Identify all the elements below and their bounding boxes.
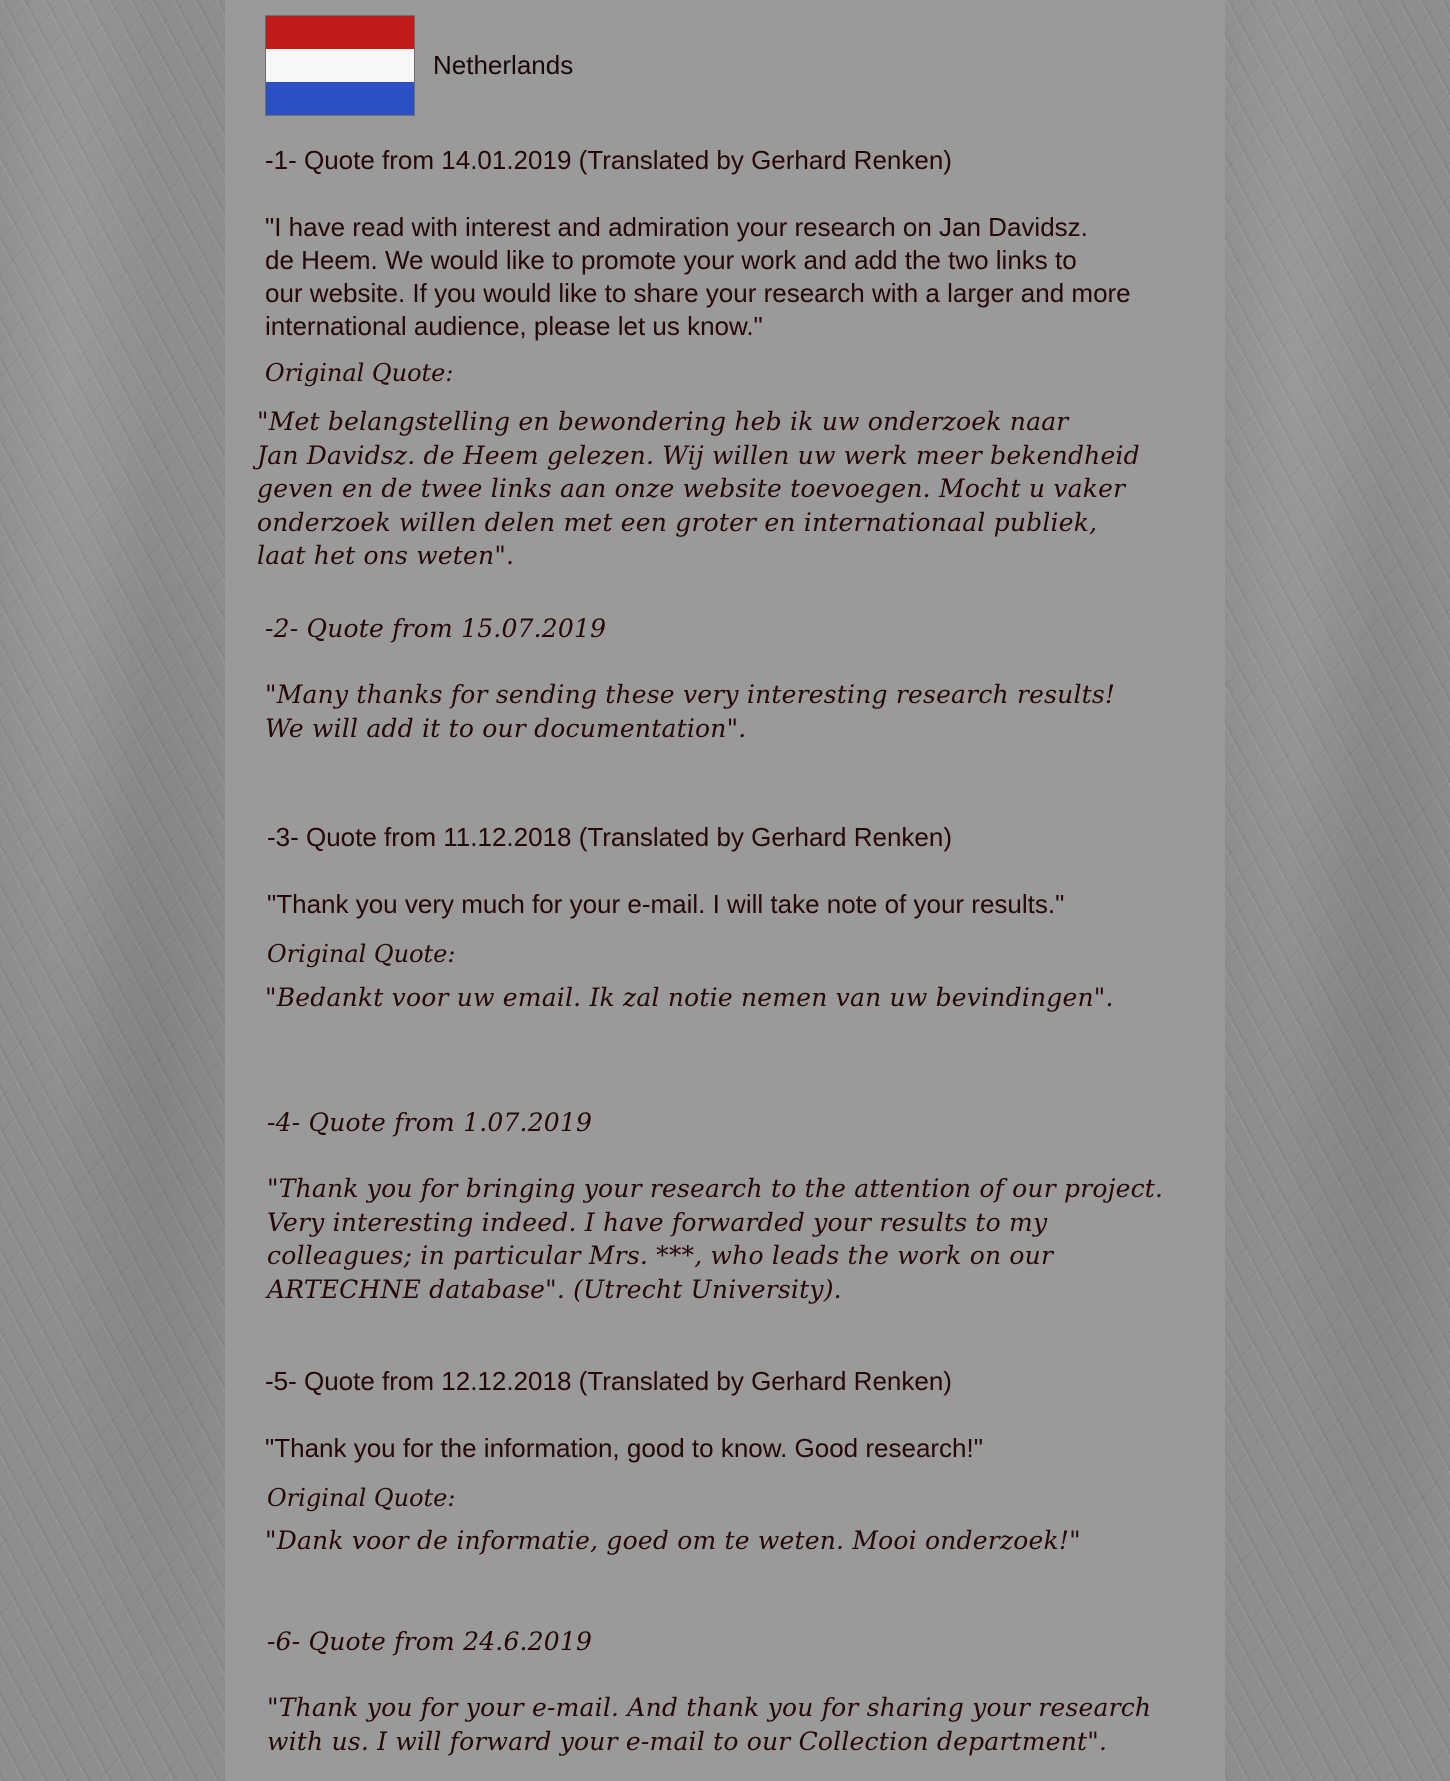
- decorative-embossed-border-left: [0, 0, 225, 1781]
- quote-6-heading: -6- Quote from 24.6.2019: [267, 1627, 593, 1656]
- quote-4-english-line: "Thank you for bringing your research to the attention of our project.: [267, 1174, 1164, 1203]
- quote-6-english-line: "Thank you for your e-mail. And thank you for sharing your research: [267, 1693, 1152, 1722]
- quote-1-english-line: "I have read with interest and admiration your research on Jan Davidsz.: [265, 212, 1088, 242]
- quotes-panel: [225, 0, 1225, 1781]
- flag-stripe-white: [266, 49, 414, 82]
- quote-1-original-line: onderzoek willen delen met een groter en internationaal publiek,: [257, 507, 1098, 537]
- quote-5-original: [265, 1524, 1081, 1558]
- quote-1-original: [257, 405, 1140, 573]
- quote-1-english-line: international audience, please let us know.": [265, 311, 763, 341]
- flag-stripe-blue: [266, 82, 414, 115]
- quote-5-heading: -5- Quote from 12.12.2018 (Translated by Gerhard Renken): [265, 1366, 952, 1396]
- quote-1-original-line: laat het ons weten".: [257, 541, 515, 570]
- quote-4-english-line: ARTECHNE database". (Utrecht University).: [267, 1274, 842, 1304]
- quote-1-english-line: our website. If you would like to share your research with a larger and more: [265, 278, 1131, 308]
- country-name: Netherlands: [433, 50, 574, 80]
- quote-1-english: [265, 211, 1131, 343]
- quote-3-heading: -3- Quote from 11.12.2018 (Translated by Gerhard Renken): [267, 822, 953, 852]
- quote-1-english-line: de Heem. We would like to promote your work and add the two links to: [265, 245, 1077, 275]
- quote-2-english-line: We will add it to our documentation".: [265, 713, 747, 743]
- quote-3-original: [265, 981, 1114, 1015]
- quote-4-english: [267, 1172, 1163, 1306]
- quote-2-english-line: "Many thanks for sending these very interesting research results!: [265, 680, 1116, 709]
- flag-stripe-red: [266, 16, 414, 49]
- quote-2-heading: -2- Quote from 15.07.2019: [265, 614, 607, 643]
- quote-3-original-label: Original Quote:: [267, 940, 456, 968]
- quote-3-english: [267, 888, 1064, 921]
- quote-5-original-label: Original Quote:: [267, 1484, 456, 1512]
- quote-4-heading: -4- Quote from 1.07.2019: [267, 1108, 593, 1137]
- decorative-embossed-border-right: [1225, 0, 1450, 1781]
- quote-6-english-line: with us. I will forward your e-mail to our Collection department".: [267, 1726, 1108, 1756]
- quote-2-english: [265, 678, 1115, 745]
- quote-5-original-line: "Dank voor de informatie, goed om te weten. Mooi onderzoek!": [265, 1526, 1081, 1555]
- quote-1-original-line: Jan Davidsz. de Heem gelezen. Wij willen uw werk meer bekendheid: [257, 440, 1140, 470]
- netherlands-flag-icon: [265, 15, 415, 116]
- quote-1-original-line: "Met belangstelling en bewondering heb ik uw onderzoek naar: [257, 407, 1069, 436]
- quote-4-english-line: colleagues; in particular Mrs. ***, who leads the work on our: [267, 1241, 1054, 1270]
- quote-6-english: [267, 1691, 1151, 1758]
- quote-5-english-line: "Thank you for the information, good to know. Good research!": [265, 1433, 983, 1463]
- quote-3-original-line: "Bedankt voor uw email. Ik zal notie nemen van uw bevindingen".: [265, 983, 1114, 1012]
- quote-1-original-label: Original Quote:: [265, 359, 454, 387]
- quote-1-heading: -1- Quote from 14.01.2019 (Translated by Gerhard Renken): [265, 145, 952, 175]
- quote-5-english: [265, 1432, 983, 1465]
- quote-4-english-line: Very interesting indeed. I have forwarded your results to my: [267, 1207, 1048, 1237]
- quote-1-original-line: geven en de twee links aan onze website toevoegen. Mocht u vaker: [257, 474, 1126, 503]
- quote-3-english-line: "Thank you very much for your e-mail. I will take note of your results.": [267, 889, 1065, 919]
